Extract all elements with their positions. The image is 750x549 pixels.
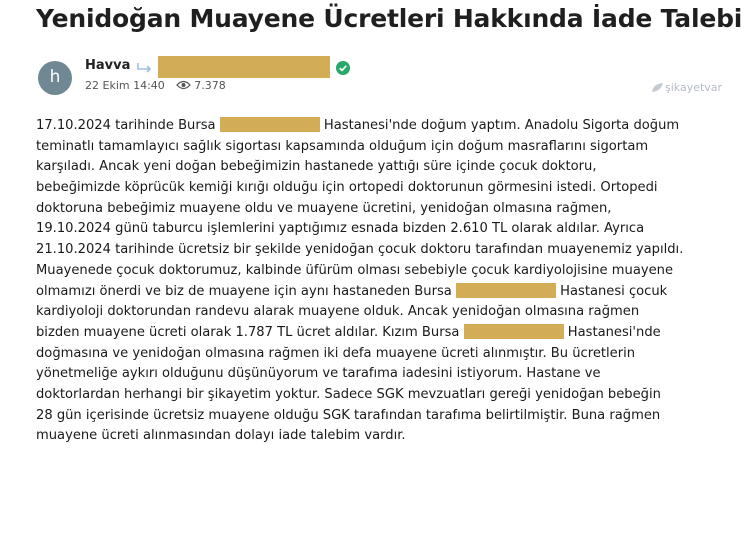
body-text: olmamızı önerdi ve biz de muayene için aynı hastaneden Bursa [36, 283, 456, 299]
body-line [36, 116, 741, 137]
body-text: doğmasına ve yenidoğan olmasına rağmen iki defa muayene ücreti alınmıştır. Bu ücretlerin [36, 345, 636, 361]
body-line [36, 323, 741, 344]
complaint-body [36, 116, 741, 447]
complaint-title: Yenidoğan Muayene Ücretleri Hakkında İade Talebi [36, 4, 743, 33]
body-line [36, 282, 741, 303]
body-text: 21.10.2024 tarihinde ücretsiz bir şekilde yenidoğan çocuk doktoru tarafından muayenemiz yapıldı. [36, 242, 684, 258]
body-text: teminatlı tamamlayıcı sağlık sigortası kapsamında olduğum için doğum masraflarını sigortam [36, 138, 649, 154]
brand-watermark [652, 81, 722, 94]
body-text: doktoruna bebeğimiz muayene oldu ve muayene ücretini, yenidoğan olmasına rağmen, [36, 200, 612, 216]
body-line [36, 385, 741, 406]
body-text: Hastanesi'nde doğum yaptım. Anadolu Sigorta doğum [319, 118, 680, 133]
body-line [36, 261, 741, 282]
body-text: kardiyoloji doktorundan randevu alarak muayene olduk. Ancak yenidoğan olmasına rağmen [36, 304, 640, 320]
body-text: Muayenede çocuk doktorumuz, kalbinde üfürüm olması sebebiyle çocuk kardiyolojisine muayene [36, 262, 674, 278]
body-line [36, 302, 741, 323]
body-text: doktorlardan herhangi bir şikayetim yoktur. Sadece SGK mevzuatları gereği yenidoğan bebeğin [36, 386, 661, 402]
post-date: 22 Ekim 14:40 [85, 79, 165, 92]
avatar[interactable]: h [38, 61, 72, 95]
post-meta [85, 79, 226, 92]
body-text: Hastanesi'nde [563, 324, 661, 340]
body-line [36, 178, 741, 199]
redacted-hospital-name [456, 283, 556, 298]
body-text: yönetmeliğe aykırı olduğunu düşünüyorum ve tarafıma iadesini istiyorum. Hastane ve [36, 366, 601, 382]
body-text: muayene ücreti alınmasından dolayı iade talebim vardır. [36, 428, 406, 444]
brand-logo-icon [652, 83, 663, 92]
body-text: 28 gün içerisinde ücretsiz muayene olduğu SGK tarafından tarafıma belirtilmiştir. Buna rağmen [36, 407, 661, 423]
redacted-hospital-name [220, 117, 320, 132]
body-line [36, 344, 741, 365]
body-text: karşıladı. Ancak yeni doğan bebeğimizin hastanede yattığı süre içinde çocuk doktoru, [36, 159, 597, 175]
verified-badge-icon [336, 61, 350, 75]
body-text: 19.10.2024 günü taburcu işlemlerini yaptığımız esnada bizden 2.610 TL olarak aldılar. Ayrıca [36, 221, 645, 237]
view-count: 7.378 [194, 79, 226, 92]
body-text: Hastanesi çocuk [555, 283, 668, 299]
body-text: bebeğimizde köprücük kemiği kırığı olduğu için ortopedi doktorunun görmesini istedi. Ortopedi [36, 180, 658, 196]
brand-name: şikayetvar [665, 81, 723, 94]
body-line [36, 219, 741, 240]
redacted-company-name [158, 56, 330, 78]
body-text: bizden muayene ücreti olarak 1.787 TL ücret aldılar. Kızım Bursa [36, 324, 464, 340]
author-name[interactable]: Havva [85, 58, 131, 73]
body-line [36, 199, 741, 220]
body-line [36, 157, 741, 178]
share-arrow-icon [136, 60, 154, 74]
redacted-hospital-name [464, 324, 564, 339]
body-line [36, 137, 741, 158]
body-line [36, 406, 741, 427]
body-line [36, 364, 741, 385]
body-line [36, 426, 741, 447]
body-text: 17.10.2024 tarihinde Bursa [36, 118, 220, 133]
eye-icon [176, 80, 191, 90]
body-line [36, 240, 741, 261]
